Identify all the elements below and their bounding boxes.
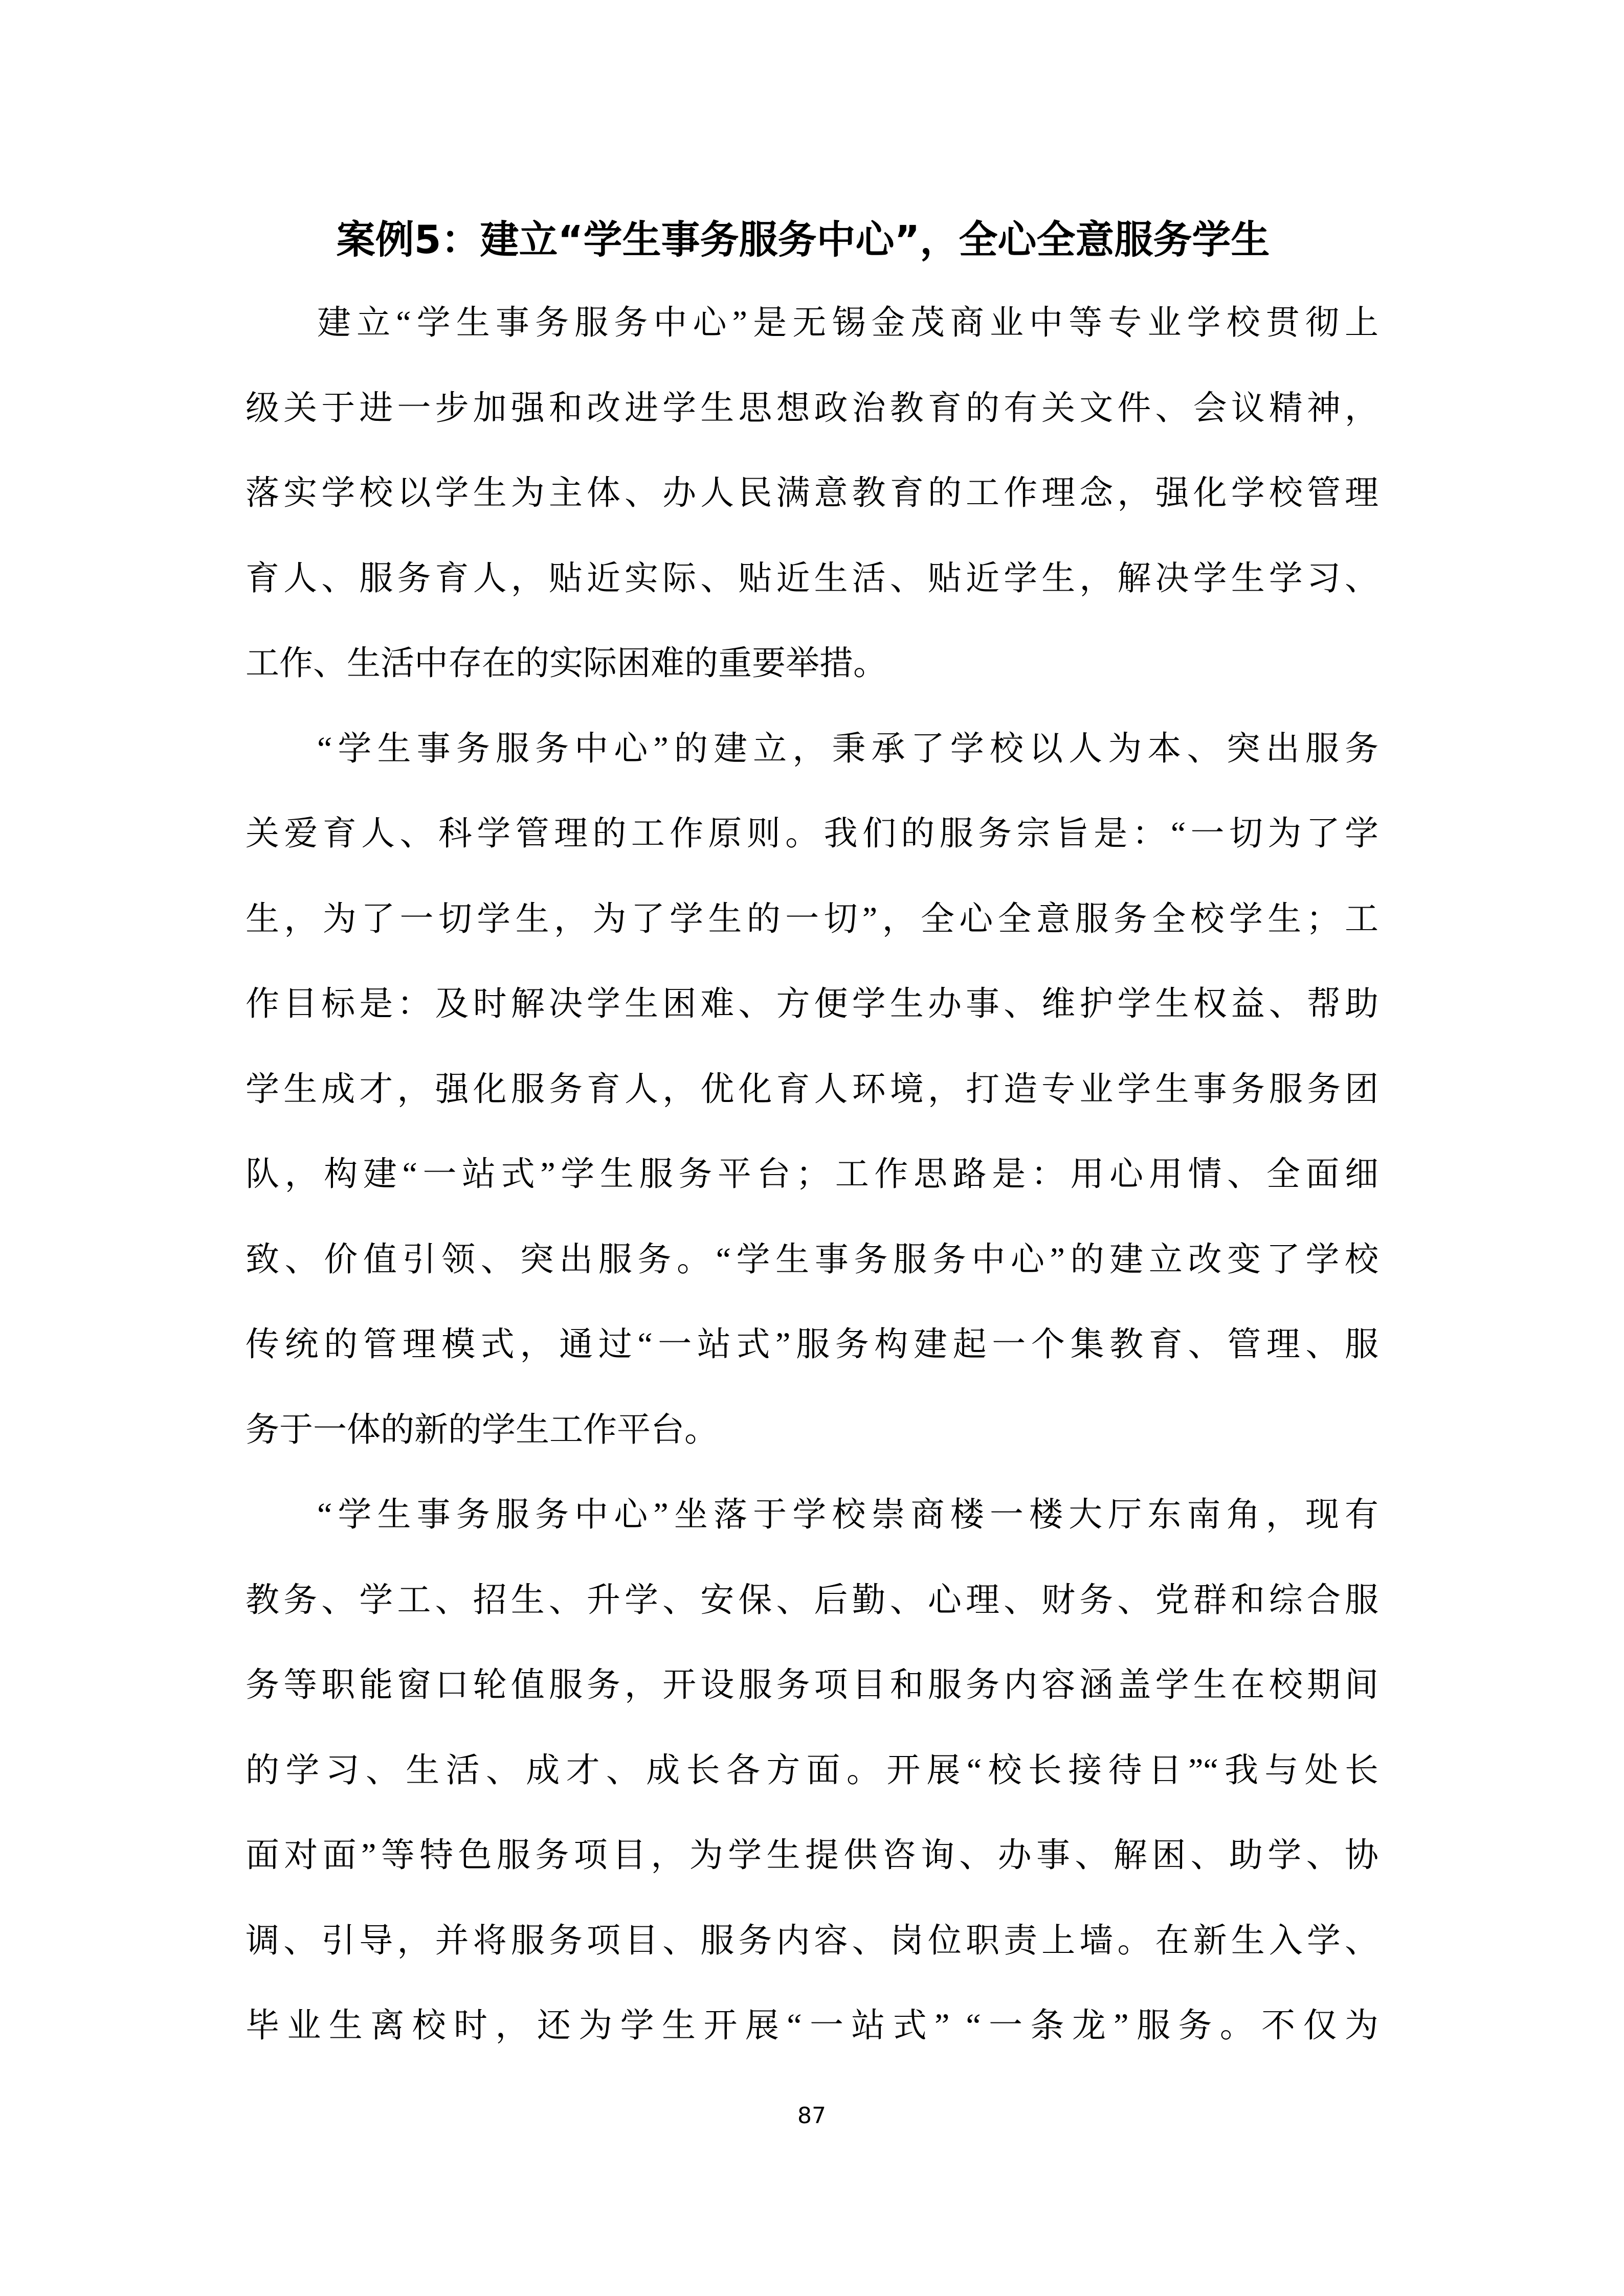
paragraph-line: 务等职能窗口轮值服务，开设服务项目和服务内容涵盖学生在校期间 (246, 1667, 1378, 1704)
paragraph-line: 生，为了一切学生，为了学生的一切”，全心全意服务全校学生；工 (246, 900, 1378, 938)
paragraph-line: 致、价值引领、突出服务。“学生事务服务中心”的建立改变了学校 (246, 1241, 1378, 1278)
paragraph-line: 调、引导，并将服务项目、服务内容、岗位职责上墙。在新生入学、 (246, 1922, 1378, 1960)
paragraph-line: 传统的管理模式，通过“一站式”服务构建起一个集教育、管理、服 (246, 1326, 1378, 1363)
case-title: 案例5：建立“学生事务服务中心”，全心全意服务学生 (336, 217, 1270, 262)
paragraph-line: 务于一体的新的学生工作平台。 (246, 1411, 718, 1449)
paragraph-line: 育人、服务育人，贴近实际、贴近生活、贴近学生，解决学生学习、 (246, 559, 1378, 597)
paragraph-line: 级关于进一步加强和改进学生思想政治教育的有关文件、会议精神， (246, 389, 1378, 427)
paragraph-line: 建立“学生事务服务中心”是无锡金茂商业中等专业学校贯彻上 (317, 304, 1378, 342)
paragraph-line: 学生成才，强化服务育人，优化育人环境，打造专业学生事务服务团 (246, 1070, 1378, 1108)
paragraph-line: 的学习、生活、成才、成长各方面。开展“校长接待日”“我与处长 (246, 1751, 1378, 1789)
paragraph-line: 作目标是：及时解决学生困难、方便学生办事、维护学生权益、帮助 (246, 985, 1378, 1023)
paragraph-line: 关爱育人、科学管理的工作原则。我们的服务宗旨是：“一切为了学 (246, 815, 1378, 852)
paragraph-line: 落实学校以学生为主体、办人民满意教育的工作理念，强化学校管理 (246, 475, 1378, 512)
paragraph-line: 教务、学工、招生、升学、安保、后勤、心理、财务、党群和综合服 (246, 1581, 1378, 1619)
paragraph-line: 毕业生离校时，还为学生开展“一站式” “一条龙”服务。不仅为 (246, 2007, 1378, 2044)
paragraph-line: 面对面”等特色服务项目，为学生提供咨询、办事、解困、助学、协 (246, 1837, 1378, 1874)
paragraph-line: 队，构建“一站式”学生服务平台；工作思路是：用心用情、全面细 (246, 1156, 1378, 1193)
page-number: 87 (797, 2103, 826, 2129)
paragraph-line: “学生事务服务中心”坐落于学校崇商楼一楼大厅东南角，现有 (317, 1496, 1378, 1534)
paragraph-line: 工作、生活中存在的实际困难的重要举措。 (246, 645, 887, 682)
paragraph-line: “学生事务服务中心”的建立，秉承了学校以人为本、突出服务 (317, 730, 1378, 768)
